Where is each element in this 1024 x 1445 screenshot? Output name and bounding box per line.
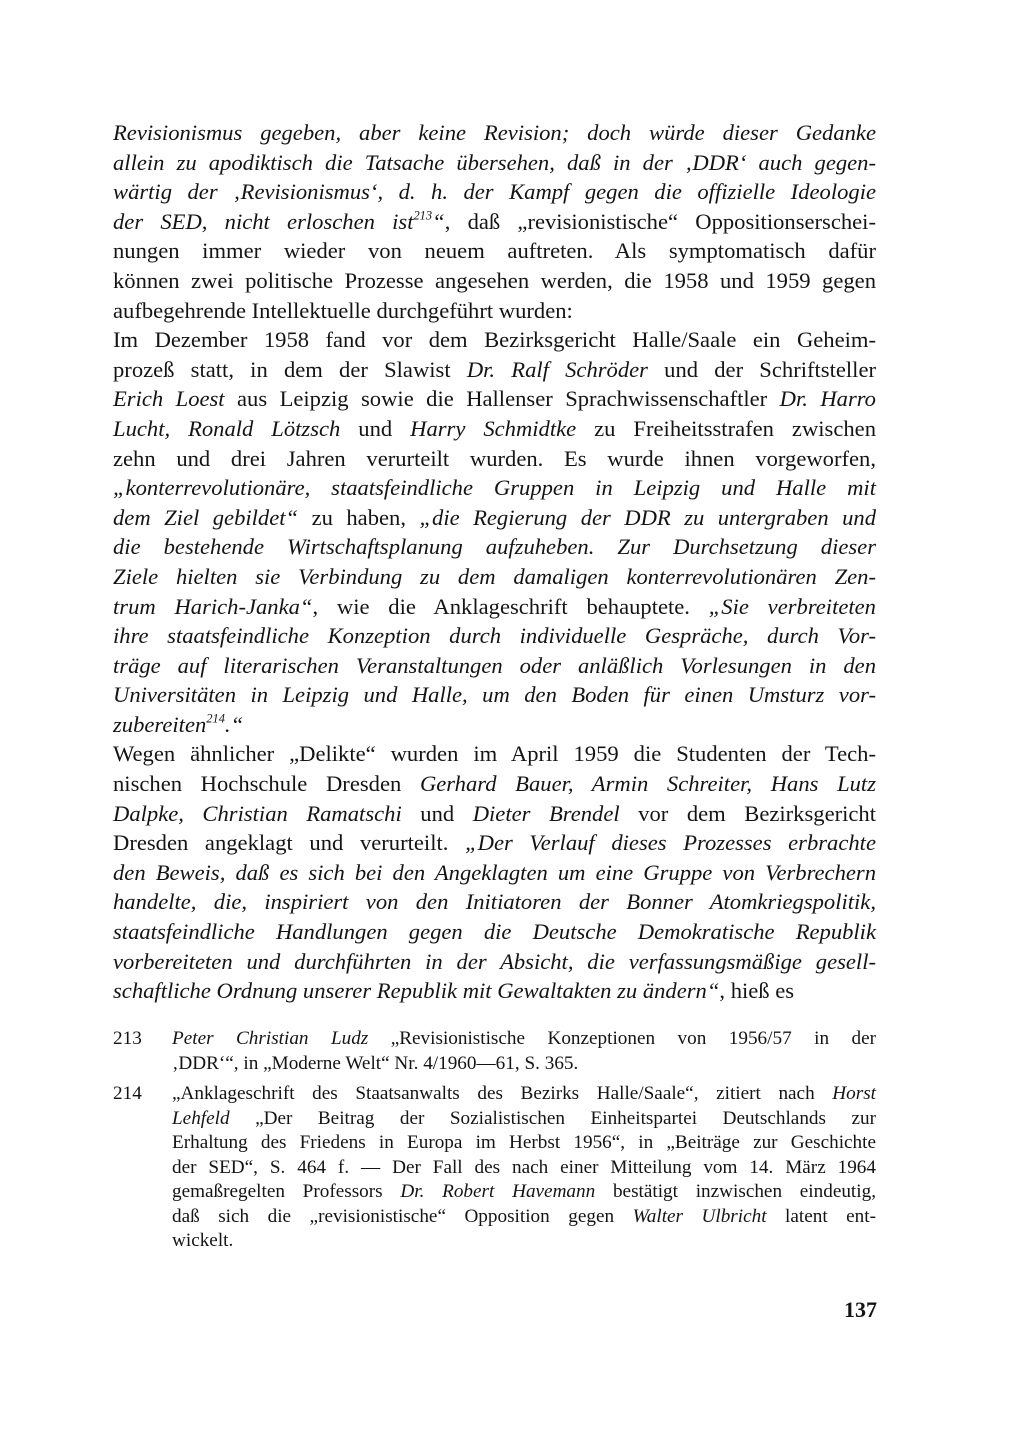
- text-line: Erich Loest aus Leipzig sowie die Hallenser Sprachwissenschaftler Dr. Harro: [113, 386, 876, 412]
- main-text: [113, 118, 876, 1006]
- text-line: prozeß statt, in dem der Slawist Dr. Ralf Schröder und der Schriftsteller: [113, 356, 877, 382]
- text-line: handelte, die, inspiriert von den Initiatoren der Bonner Atomkriegspolitik,: [113, 889, 876, 915]
- text-line: nungen immer wieder von neuem auftreten. Als symptomatisch dafür: [113, 238, 876, 264]
- footnote-number: 214: [113, 1083, 142, 1104]
- text-line: der SED, nicht erloschen ist$^{213}$“, daß „revisionistische“ Oppositionserschei-: [113, 208, 876, 234]
- text-line: aufbegehrende Intellektuelle durchgeführt wurden:: [113, 297, 573, 323]
- footnote-line: daß sich die „revisionistische“ Opposition gegen Walter Ulbricht latent ent-: [172, 1205, 876, 1227]
- text-line: Dalpke, Christian Ramatschi und Dieter Brendel vor dem Bezirksgericht: [113, 800, 877, 826]
- text-line: den Beweis, daß es sich bei den Angeklagten um eine Gruppe von Verbrechern: [113, 859, 876, 885]
- text-line: Im Dezember 1958 fand vor dem Bezirksgericht Halle/Saale ein Geheim-: [113, 327, 876, 353]
- text-line: wärtig der ‚Revisionismus‘, d. h. der Kampf gegen die offizielle Ideologie: [113, 179, 876, 205]
- text-line: Wegen ähnlicher „Delikte“ wurden im April 1959 die Studenten der Tech-: [113, 741, 876, 767]
- footnote-line: gemaßregelten Professors Dr. Robert Havemann bestätigt inzwischen eindeutig,: [172, 1181, 876, 1202]
- footnote-line: der SED“, S. 464 f. — Der Fall des nach einer Mitteilung vom 14. März 1964: [172, 1156, 876, 1178]
- text-line: zehn und drei Jahren verurteilt wurden. Es wurde ihnen vorgeworfen,: [113, 445, 876, 471]
- text-line: träge auf literarischen Veranstaltungen oder anläßlich Vorlesungen in den: [113, 652, 876, 678]
- footnote-214: [113, 1082, 876, 1254]
- footnote-line: Lehfeld „Der Beitrag der Sozialistischen Einheitspartei Deutschlands zur: [172, 1107, 876, 1129]
- text-line: nischen Hochschule Dresden Gerhard Bauer, Armin Schreiter, Hans Lutz: [113, 771, 876, 797]
- footnote-213: [113, 1027, 876, 1076]
- text-line: Dresden angeklagt und verurteilt. „Der Verlauf dieses Prozesses erbrachte: [113, 830, 876, 856]
- text-line: schaftliche Ordnung unserer Republik mit Gewaltakten zu ändern“, hieß es: [113, 978, 795, 1004]
- text-line: Universitäten in Leipzig und Halle, um den Boden für einen Umsturz vor-: [113, 682, 876, 708]
- footnote-line: Peter Christian Ludz „Revisionistische Konzeptionen von 1956/57 in der: [172, 1028, 876, 1049]
- text-line: „konterrevolutionäre, staatsfeindliche Gruppen in Leipzig und Halle mit: [113, 475, 876, 501]
- text-line: Lucht, Ronald Lötzsch und Harry Schmidtke zu Freiheitsstrafen zwischen: [113, 415, 876, 441]
- text-line: zubereiten$^{214}$.“: [113, 711, 244, 737]
- text-line: die bestehende Wirtschaftsplanung aufzuheben. Zur Durchsetzung dieser: [113, 534, 876, 560]
- text-line: können zwei politische Prozesse angesehen werden, die 1958 und 1959 gegen: [113, 267, 876, 293]
- footnote-line: wickelt.: [172, 1230, 234, 1251]
- text-line: vorbereiteten und durchführten in der Absicht, die verfassungsmäßige gesell-: [113, 948, 876, 974]
- footnote-number: 213: [113, 1028, 142, 1049]
- text-line: Revisionismus gegeben, aber keine Revision; doch würde dieser Gedanke: [113, 120, 876, 145]
- text-line: allein zu apodiktisch die Tatsache übersehen, daß in der ‚DDR‘ auch gegen-: [113, 149, 876, 175]
- text-line: Ziele hielten sie Verbindung zu dem damaligen konterrevolutionären Zen-: [113, 563, 876, 589]
- text-line: dem Ziel gebildet“ zu haben, „die Regierung der DDR zu untergraben und: [113, 504, 876, 530]
- text-line: ihre staatsfeindliche Konzeption durch individuelle Gespräche, durch Vor-: [113, 623, 876, 649]
- footnotes: [113, 1027, 876, 1260]
- footnote-line: Erhaltung des Friedens in Europa im Herbst 1956“, in „Beiträge zur Geschichte: [172, 1132, 876, 1153]
- text-line: staatsfeindliche Handlungen gegen die Deutsche Demokratische Republik: [113, 919, 876, 945]
- footnote-line: „Anklageschrift des Staatsanwalts des Bezirks Halle/Saale“, zitiert nach Horst: [172, 1083, 876, 1104]
- page-number: 137: [844, 1297, 877, 1322]
- footnote-line: ‚DDR‘“, in „Moderne Welt“ Nr. 4/1960—61, S. 365.: [172, 1052, 579, 1074]
- text-line: trum Harich-Janka“, wie die Anklageschrift behauptete. „Sie verbreiteten: [113, 593, 876, 619]
